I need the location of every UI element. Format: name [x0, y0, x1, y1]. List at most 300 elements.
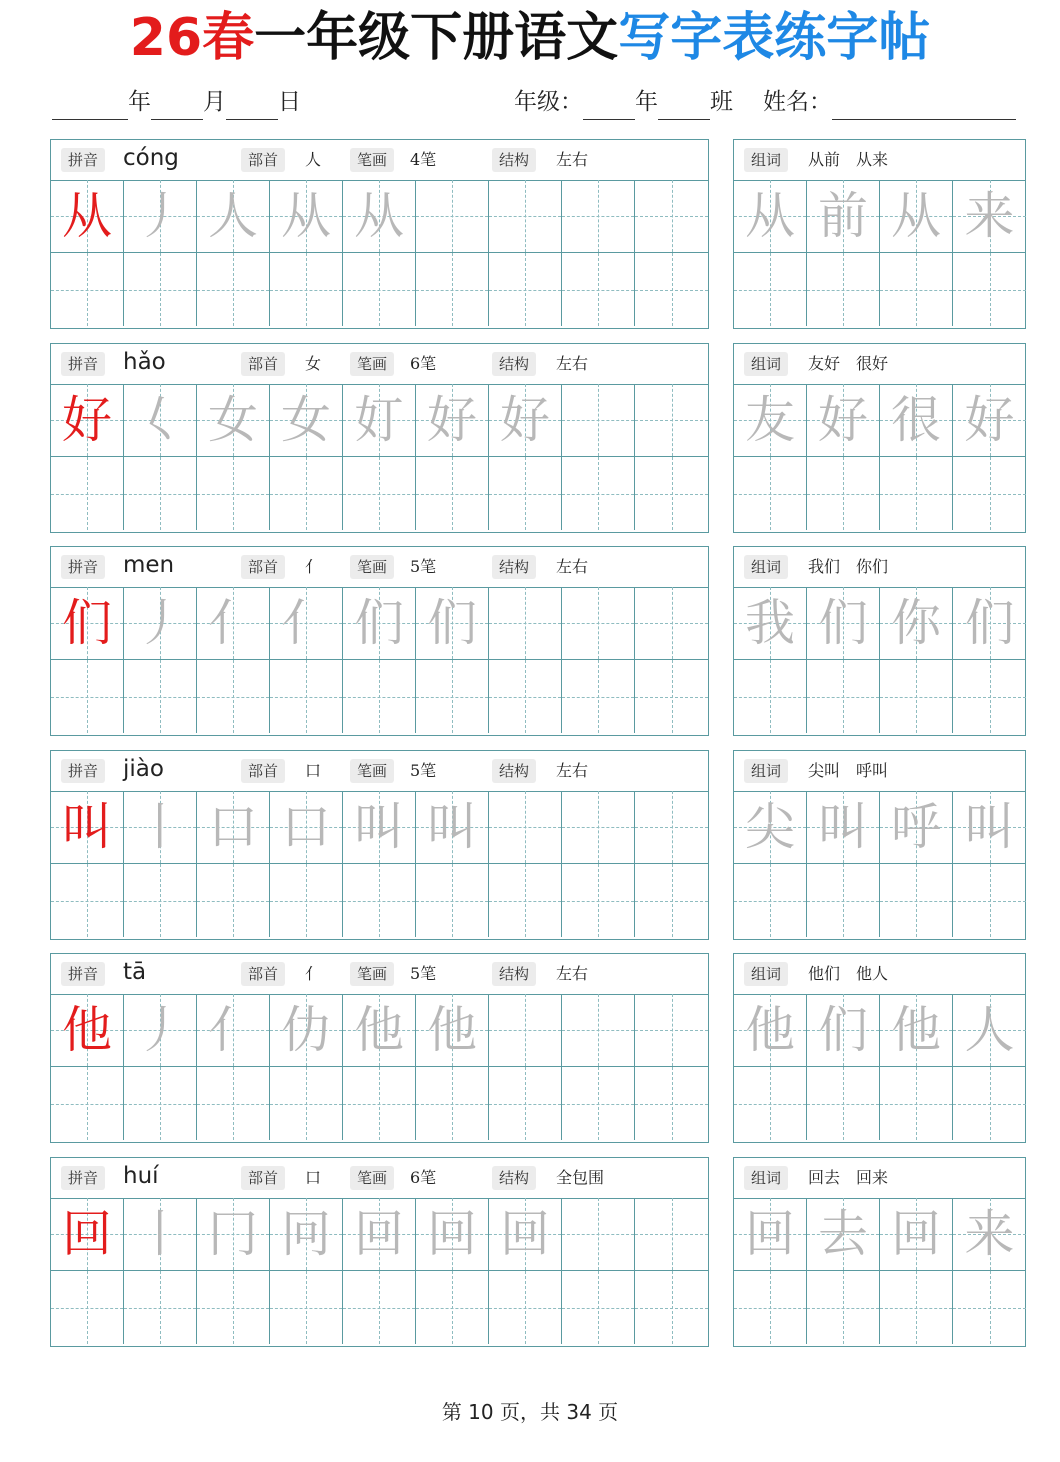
tianzige-cell[interactable] [197, 384, 270, 457]
tianzige-cell[interactable] [51, 864, 124, 937]
tianzige-cell[interactable] [734, 180, 807, 253]
tianzige-cell[interactable] [489, 587, 562, 660]
tianzige-cell[interactable] [953, 180, 1026, 253]
tianzige-cell[interactable] [807, 180, 880, 253]
stroke-order-trace: 他 [354, 1001, 404, 1059]
tianzige-cell[interactable] [343, 384, 416, 457]
word-practice-block [733, 750, 1026, 940]
char-info-header [51, 547, 708, 588]
tianzige-cell[interactable] [807, 587, 880, 660]
stroke-order-trace: 亻 [208, 594, 258, 652]
tianzige-cell[interactable] [562, 1198, 635, 1271]
tianzige-cell[interactable] [562, 791, 635, 864]
tianzige-cell[interactable] [953, 1067, 1026, 1140]
tianzige-cell[interactable] [197, 457, 270, 530]
tianzige-cell[interactable] [953, 994, 1026, 1067]
month-label: 月 [203, 89, 226, 115]
stroke-order-trace: 回 [354, 1205, 404, 1263]
tianzige-cell[interactable] [635, 660, 708, 733]
tianzige-cell[interactable] [124, 1271, 197, 1344]
words-value: 我们 你们 [808, 557, 889, 576]
tianzige-cell[interactable] [880, 791, 953, 864]
radical-tag: 部首 [241, 759, 285, 783]
tianzige-cell[interactable] [270, 994, 343, 1067]
tianzige-cell[interactable] [124, 1067, 197, 1140]
word-trace-character: 好 [818, 391, 868, 449]
tianzige-cell[interactable] [635, 457, 708, 530]
char-info-header [51, 140, 708, 181]
month-blank[interactable] [151, 93, 203, 120]
tianzige-cell[interactable] [416, 791, 489, 864]
name-blank[interactable] [832, 93, 1016, 120]
tianzige-cell[interactable] [807, 384, 880, 457]
tianzige-cell[interactable] [880, 994, 953, 1067]
tianzige-cell[interactable] [807, 1067, 880, 1140]
tianzige-cell[interactable] [270, 864, 343, 937]
word-info-header [734, 344, 1025, 385]
stroke-order-trace: 们 [354, 594, 404, 652]
word-trace-character: 好 [964, 391, 1015, 449]
day-label: 日 [278, 89, 301, 115]
tianzige-cell[interactable] [953, 253, 1026, 326]
name-label: 姓名： [763, 89, 832, 115]
word-practice-block [733, 1157, 1026, 1347]
tianzige-cell[interactable] [953, 1271, 1026, 1344]
tianzige-cell[interactable] [880, 1067, 953, 1140]
tianzige-cell[interactable] [562, 180, 635, 253]
word-info-header [734, 954, 1025, 995]
tianzige-cell[interactable] [124, 253, 197, 326]
pinyin-tag: 拼音 [61, 962, 105, 986]
char-practice-block [50, 343, 709, 533]
year-label: 年 [128, 89, 151, 115]
tianzige-cell[interactable] [197, 864, 270, 937]
tianzige-cell[interactable] [197, 791, 270, 864]
word-trace-character: 从 [745, 187, 795, 245]
word-trace-character: 来 [964, 1205, 1015, 1263]
tianzige-cell[interactable] [416, 660, 489, 733]
model-character: 好 [62, 391, 112, 449]
word-practice-block [733, 139, 1026, 329]
tianzige-cell[interactable] [953, 1198, 1026, 1271]
stroke-order-trace: 奵 [354, 391, 404, 449]
model-character: 们 [62, 594, 112, 652]
char-info-header [51, 1158, 708, 1199]
tianzige-cell[interactable] [734, 384, 807, 457]
class-label: 班 [710, 89, 733, 115]
tianzige-cell[interactable] [880, 253, 953, 326]
tianzige-cell[interactable] [197, 1271, 270, 1344]
tianzige-cell[interactable] [880, 864, 953, 937]
tianzige-cell[interactable] [489, 660, 562, 733]
tianzige-cell[interactable] [734, 791, 807, 864]
stroke-order-trace: 从 [281, 187, 331, 245]
word-trace-character: 叫 [818, 798, 868, 856]
structure-value: 左右 [556, 761, 589, 780]
model-character: 回 [62, 1205, 112, 1263]
tianzige-cell[interactable] [270, 1198, 343, 1271]
tianzige-cell[interactable] [343, 180, 416, 253]
tianzige-cell[interactable] [416, 253, 489, 326]
tianzige-cell[interactable] [124, 1198, 197, 1271]
grade-label: 年级： [514, 89, 583, 115]
tianzige-cell[interactable] [807, 1198, 880, 1271]
word-info-header [734, 547, 1025, 588]
tianzige-cell[interactable] [416, 864, 489, 937]
tianzige-cell[interactable] [489, 1067, 562, 1140]
tianzige-cell[interactable] [635, 1271, 708, 1344]
char-practice-block [50, 750, 709, 940]
page-title [0, 6, 1060, 70]
tianzige-cell[interactable] [880, 180, 953, 253]
tianzige-cell[interactable] [807, 864, 880, 937]
tianzige-cell[interactable] [807, 1271, 880, 1344]
tianzige-cell[interactable] [124, 864, 197, 937]
structure-value: 左右 [556, 964, 589, 983]
tianzige-cell[interactable] [734, 1067, 807, 1140]
tianzige-cell[interactable] [51, 791, 124, 864]
tianzige-cell[interactable] [270, 253, 343, 326]
stroke-order-trace: 回 [427, 1205, 477, 1263]
words-value: 友好 很好 [808, 354, 889, 373]
strokes-tag: 笔画 [350, 759, 394, 783]
tianzige-cell[interactable] [635, 864, 708, 937]
tianzige-cell[interactable] [343, 1271, 416, 1344]
stroke-order-trace: 冋 [281, 1205, 331, 1263]
stroke-order-trace: 丨 [135, 798, 185, 856]
tianzige-cell[interactable] [270, 1067, 343, 1140]
tianzige-cell[interactable] [734, 864, 807, 937]
tianzige-cell[interactable] [807, 457, 880, 530]
radical-value: 女 [305, 354, 322, 373]
stroke-order-trace: 女 [208, 391, 258, 449]
page-footer: 第 10 页，共 34 页 [441, 1400, 619, 1424]
tianzige-cell[interactable] [124, 660, 197, 733]
tianzige-cell[interactable] [734, 1198, 807, 1271]
tianzige-cell[interactable] [734, 457, 807, 530]
radical-value: 人 [305, 150, 322, 169]
strokes-tag: 笔画 [350, 352, 394, 376]
pinyin-tag: 拼音 [61, 148, 105, 172]
word-trace-character: 前 [818, 187, 868, 245]
tianzige-cell[interactable] [270, 384, 343, 457]
tianzige-cell[interactable] [807, 994, 880, 1067]
tianzige-cell[interactable] [416, 587, 489, 660]
pinyin-tag: 拼音 [61, 759, 105, 783]
tianzige-cell[interactable] [953, 660, 1026, 733]
tianzige-cell[interactable] [734, 1271, 807, 1344]
tianzige-cell[interactable] [489, 457, 562, 530]
tianzige-cell[interactable] [635, 1067, 708, 1140]
tianzige-cell[interactable] [734, 587, 807, 660]
pinyin-tag: 拼音 [61, 555, 105, 579]
word-trace-character: 从 [891, 187, 941, 245]
tianzige-cell[interactable] [124, 384, 197, 457]
strokes-tag: 笔画 [350, 1166, 394, 1190]
tianzige-cell[interactable] [489, 1198, 562, 1271]
radical-tag: 部首 [241, 962, 285, 986]
tianzige-cell[interactable] [489, 791, 562, 864]
word-trace-character: 我 [745, 594, 795, 652]
word-trace-character: 们 [818, 594, 868, 652]
stroke-order-trace: 口 [281, 798, 331, 856]
tianzige-cell[interactable] [807, 791, 880, 864]
tianzige-cell[interactable] [270, 457, 343, 530]
tianzige-cell[interactable] [124, 180, 197, 253]
tianzige-cell[interactable] [270, 180, 343, 253]
tianzige-cell[interactable] [807, 660, 880, 733]
stroke-order-trace: 丿 [135, 594, 185, 652]
word-trace-character: 他 [745, 1001, 795, 1059]
year-blank[interactable] [52, 93, 128, 120]
class-blank[interactable] [658, 93, 710, 120]
words-tag: 组词 [744, 962, 788, 986]
tianzige-cell[interactable] [562, 457, 635, 530]
grade-year-blank[interactable] [583, 93, 635, 120]
stroke-order-trace: 丨 [135, 1205, 185, 1263]
grade-year-label: 年 [635, 89, 658, 115]
tianzige-cell[interactable] [343, 587, 416, 660]
tianzige-cell[interactable] [953, 384, 1026, 457]
tianzige-cell[interactable] [51, 587, 124, 660]
word-trace-character: 们 [818, 1001, 868, 1059]
words-value: 从前 从来 [808, 150, 889, 169]
word-trace-character: 回 [745, 1205, 795, 1263]
tianzige-cell[interactable] [953, 587, 1026, 660]
structure-tag: 结构 [492, 759, 536, 783]
tianzige-cell[interactable] [880, 1271, 953, 1344]
strokes-tag: 笔画 [350, 148, 394, 172]
tianzige-cell[interactable] [51, 180, 124, 253]
tianzige-cell[interactable] [270, 791, 343, 864]
tianzige-cell[interactable] [197, 660, 270, 733]
tianzige-cell[interactable] [734, 660, 807, 733]
stroke-order-trace: 亻 [281, 594, 331, 652]
char-practice-block [50, 546, 709, 736]
tianzige-cell[interactable] [416, 457, 489, 530]
word-trace-character: 很 [891, 391, 941, 449]
radical-tag: 部首 [241, 555, 285, 579]
tianzige-cell[interactable] [880, 660, 953, 733]
tianzige-cell[interactable] [51, 384, 124, 457]
tianzige-cell[interactable] [562, 994, 635, 1067]
tianzige-cell[interactable] [807, 253, 880, 326]
tianzige-cell[interactable] [562, 384, 635, 457]
model-character: 他 [62, 1001, 112, 1059]
tianzige-cell[interactable] [562, 864, 635, 937]
tianzige-cell[interactable] [343, 1198, 416, 1271]
tianzige-cell[interactable] [734, 994, 807, 1067]
tianzige-cell[interactable] [489, 253, 562, 326]
tianzige-cell[interactable] [124, 587, 197, 660]
tianzige-cell[interactable] [562, 253, 635, 326]
tianzige-cell[interactable] [124, 457, 197, 530]
tianzige-cell[interactable] [880, 1198, 953, 1271]
word-info-header [734, 751, 1025, 792]
char-practice-block [50, 953, 709, 1143]
tianzige-cell[interactable] [416, 1198, 489, 1271]
tianzige-cell[interactable] [51, 1198, 124, 1271]
word-practice-block [733, 953, 1026, 1143]
student-line [514, 84, 1016, 120]
structure-tag: 结构 [492, 352, 536, 376]
tianzige-cell[interactable] [489, 180, 562, 253]
tianzige-cell[interactable] [635, 253, 708, 326]
word-trace-character: 去 [818, 1205, 868, 1263]
tianzige-cell[interactable] [124, 994, 197, 1067]
tianzige-cell[interactable] [197, 1198, 270, 1271]
model-character: 从 [62, 187, 112, 245]
stroke-order-trace: 口 [208, 798, 258, 856]
tianzige-cell[interactable] [953, 791, 1026, 864]
tianzige-cell[interactable] [343, 660, 416, 733]
tianzige-cell[interactable] [880, 457, 953, 530]
radical-tag: 部首 [241, 1166, 285, 1190]
stroke-order-trace: 亻 [208, 1001, 258, 1059]
words-tag: 组词 [744, 1166, 788, 1190]
stroke-order-trace: 仂 [281, 1001, 331, 1059]
tianzige-cell[interactable] [343, 864, 416, 937]
pinyin-tag: 拼音 [61, 1166, 105, 1190]
structure-value: 左右 [556, 150, 589, 169]
tianzige-cell[interactable] [270, 1271, 343, 1344]
tianzige-cell[interactable] [880, 587, 953, 660]
tianzige-cell[interactable] [197, 994, 270, 1067]
date-line [52, 84, 301, 120]
tianzige-cell[interactable] [489, 994, 562, 1067]
stroke-order-trace: 好 [500, 391, 550, 449]
strokes-value: 6笔 [410, 1168, 437, 1187]
tianzige-cell[interactable] [953, 864, 1026, 937]
pinyin-value: huí [123, 1163, 159, 1189]
title-part-blue: 写字表练字帖 [618, 8, 931, 68]
stroke-order-trace: 冂 [208, 1205, 258, 1263]
char-info-header [51, 954, 708, 995]
tianzige-cell[interactable] [51, 1271, 124, 1344]
char-practice-block [50, 139, 709, 329]
radical-tag: 部首 [241, 352, 285, 376]
tianzige-cell[interactable] [270, 587, 343, 660]
tianzige-cell[interactable] [953, 457, 1026, 530]
tianzige-cell[interactable] [489, 864, 562, 937]
tianzige-cell[interactable] [51, 253, 124, 326]
structure-value: 全包围 [556, 1168, 605, 1187]
tianzige-cell[interactable] [343, 791, 416, 864]
word-trace-character: 叫 [964, 798, 1015, 856]
word-practice-block [733, 546, 1026, 736]
tianzige-cell[interactable] [635, 1198, 708, 1271]
tianzige-cell[interactable] [270, 660, 343, 733]
tianzige-cell[interactable] [343, 1067, 416, 1140]
stroke-order-trace: 叫 [354, 798, 404, 856]
word-info-header [734, 140, 1025, 181]
stroke-order-trace: 叫 [427, 798, 477, 856]
pinyin-value: men [123, 552, 175, 578]
tianzige-cell[interactable] [343, 457, 416, 530]
pinyin-value: cóng [123, 145, 179, 171]
word-trace-character: 回 [891, 1205, 941, 1263]
word-trace-character: 们 [964, 594, 1015, 652]
tianzige-cell[interactable] [416, 1067, 489, 1140]
stroke-order-trace: 好 [427, 391, 477, 449]
tianzige-cell[interactable] [416, 1271, 489, 1344]
word-trace-character: 友 [745, 391, 795, 449]
tianzige-cell[interactable] [51, 994, 124, 1067]
strokes-value: 6笔 [410, 354, 437, 373]
tianzige-cell[interactable] [562, 1067, 635, 1140]
stroke-order-trace: 人 [208, 187, 258, 245]
stroke-order-trace: 丿 [135, 1001, 185, 1059]
strokes-tag: 笔画 [350, 555, 394, 579]
tianzige-cell[interactable] [562, 660, 635, 733]
char-info-header [51, 344, 708, 385]
day-blank[interactable] [226, 93, 278, 120]
tianzige-cell[interactable] [635, 791, 708, 864]
tianzige-cell[interactable] [343, 253, 416, 326]
strokes-value: 5笔 [410, 761, 437, 780]
tianzige-cell[interactable] [635, 180, 708, 253]
word-trace-character: 尖 [745, 798, 795, 856]
tianzige-cell[interactable] [197, 180, 270, 253]
radical-value: 口 [305, 1168, 322, 1187]
word-trace-character: 人 [964, 1001, 1015, 1059]
tianzige-cell[interactable] [51, 457, 124, 530]
tianzige-cell[interactable] [562, 587, 635, 660]
words-tag: 组词 [744, 148, 788, 172]
structure-value: 左右 [556, 354, 589, 373]
structure-tag: 结构 [492, 148, 536, 172]
tianzige-cell[interactable] [197, 253, 270, 326]
tianzige-cell[interactable] [734, 253, 807, 326]
words-tag: 组词 [744, 555, 788, 579]
pinyin-value: tā [123, 959, 147, 985]
stroke-order-trace: 丿 [135, 187, 185, 245]
tianzige-cell[interactable] [343, 994, 416, 1067]
word-trace-character: 他 [891, 1001, 941, 1059]
strokes-value: 5笔 [410, 964, 437, 983]
tianzige-cell[interactable] [880, 384, 953, 457]
structure-tag: 结构 [492, 1166, 536, 1190]
char-practice-block [50, 1157, 709, 1347]
radical-value: 口 [305, 761, 322, 780]
tianzige-cell[interactable] [635, 384, 708, 457]
tianzige-cell[interactable] [416, 384, 489, 457]
tianzige-cell[interactable] [197, 587, 270, 660]
tianzige-cell[interactable] [635, 587, 708, 660]
stroke-order-trace: 回 [500, 1205, 550, 1263]
strokes-value: 4笔 [410, 150, 437, 169]
title-part-red: 26春 [129, 8, 255, 68]
tianzige-cell[interactable] [489, 384, 562, 457]
title-part-black: 一年级下册语文 [254, 8, 619, 68]
stroke-order-trace: 们 [427, 594, 477, 652]
tianzige-cell[interactable] [124, 791, 197, 864]
tianzige-cell[interactable] [51, 1067, 124, 1140]
tianzige-cell[interactable] [416, 994, 489, 1067]
structure-value: 左右 [556, 557, 589, 576]
strokes-tag: 笔画 [350, 962, 394, 986]
tianzige-cell[interactable] [489, 1271, 562, 1344]
tianzige-cell[interactable] [635, 994, 708, 1067]
radical-tag: 部首 [241, 148, 285, 172]
tianzige-cell[interactable] [562, 1271, 635, 1344]
tianzige-cell[interactable] [416, 180, 489, 253]
pinyin-tag: 拼音 [61, 352, 105, 376]
tianzige-cell[interactable] [197, 1067, 270, 1140]
word-info-header [734, 1158, 1025, 1199]
word-practice-block [733, 343, 1026, 533]
tianzige-cell[interactable] [51, 660, 124, 733]
